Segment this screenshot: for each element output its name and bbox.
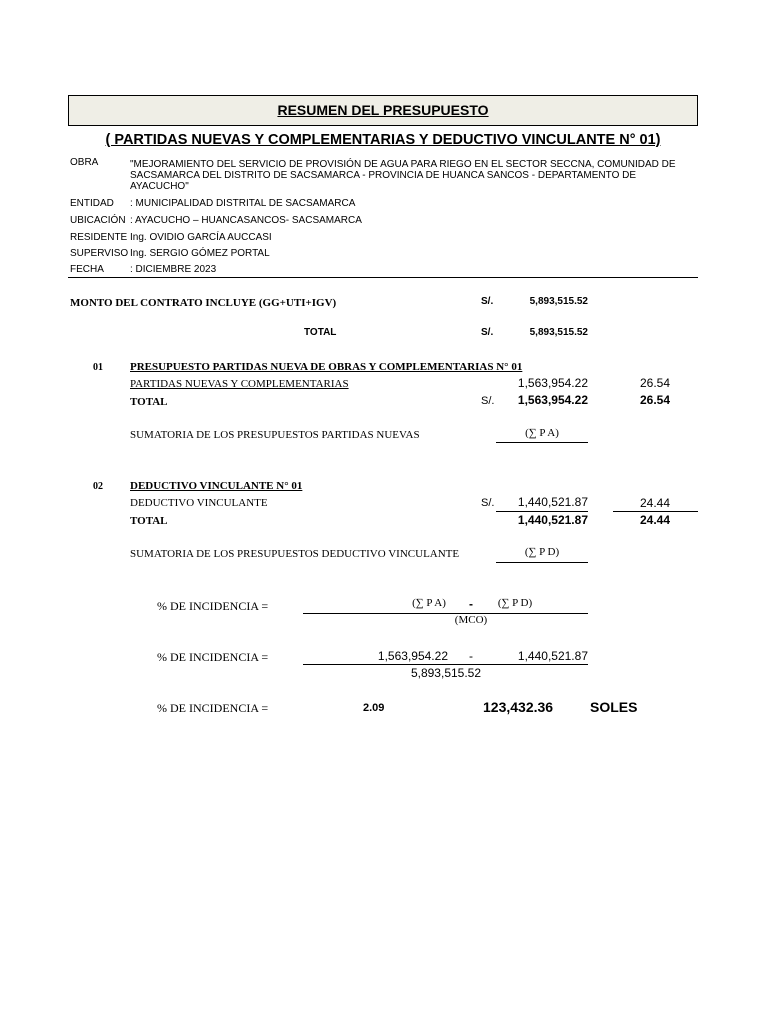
contrato-total-value: 5,893,515.52 [529,327,588,338]
formula-numerator-a: (∑ P A) [412,597,446,609]
section1-item-value: 1,563,954.22 [517,376,588,390]
entidad-label: ENTIDAD [70,198,114,209]
section2-item-pct: 24.44 [639,496,670,510]
section2-item-currency: S/. [481,497,495,509]
incidencia-result-label: % DE INCIDENCIA = [157,701,269,715]
section2-value-underline [496,511,588,512]
formula-numerator-b: (∑ P D) [497,597,533,609]
info-divider [68,277,698,278]
incidencia-result-pct: 2.09 [363,702,385,714]
contrato-currency: S/. [481,296,494,307]
residente-value: Ing. OVIDIO GARCÍA AUCCASI [130,232,272,243]
section2-sum-underline [496,562,588,563]
numeric-numerator-a: 1,563,954.22 [377,649,448,663]
obra-line-3: AYACUCHO" [130,181,189,192]
section1-sum-label: SUMATORIA DE LOS PRESUPUESTOS PARTIDAS NUEVAS [130,429,420,441]
ubicacion-value: : AYACUCHO – HUANCASANCOS- SACSAMARCA [130,215,362,226]
ubicacion-label: UBICACIÓN [70,215,126,226]
numeric-denominator: 5,893,515.52 [410,666,482,680]
incidencia-numeric-label: % DE INCIDENCIA = [157,650,269,664]
incidencia-result-amount: 123,432.36 [483,699,554,715]
section1-total-currency: S/. [481,395,495,407]
section2-pct-underline [613,511,698,512]
obra-line-2: SACSAMARCA DEL DISTRITO DE SACSAMARCA - PROVINCIA DE HUANCA SANCOS - DEPARTAMENTO DE [130,170,637,181]
contrato-total-currency: S/. [481,327,494,338]
numeric-fraction-line [303,664,588,665]
numeric-minus: - [469,649,473,663]
contrato-label: MONTO DEL CONTRATO INCLUYE (GG+UTI+IGV) [70,297,337,309]
section1-number: 01 [93,362,103,373]
residente-label: RESIDENTE [70,232,128,243]
section1-total-label: TOTAL [130,396,168,408]
section2-heading: DEDUCTIVO VINCULANTE N° 01 [130,480,303,492]
contrato-value: 5,893,515.52 [529,296,588,307]
fecha-value: : DICIEMBRE 2023 [130,264,217,275]
section1-sum-symbol: (∑ P A) [525,427,559,439]
entidad-value: : MUNICIPALIDAD DISTRITAL DE SACSAMARCA [130,198,356,209]
section1-total-value: 1,563,954.22 [517,393,588,407]
section1-item-label: PARTIDAS NUEVAS Y COMPLEMENTARIAS [130,378,349,390]
formula-minus: - [469,597,473,611]
section1-total-pct: 26.54 [639,393,670,407]
section2-total-pct: 24.44 [639,513,670,527]
numeric-numerator-b: 1,440,521.87 [517,649,588,663]
section2-total-label: TOTAL [130,515,168,527]
section2-item-label: DEDUCTIVO VINCULANTE [130,497,268,509]
obra-label: OBRA [70,157,99,168]
contrato-total-label: TOTAL [304,327,337,338]
section2-item-value: 1,440,521.87 [517,495,588,509]
section1-item-pct: 26.54 [639,376,670,390]
section2-total-value: 1,440,521.87 [517,513,588,527]
title-box [68,95,698,126]
fecha-label: FECHA [70,264,104,275]
section1-heading: PRESUPUESTO PARTIDAS NUEVA DE OBRAS Y COMPLEMENTARIAS N° 01 [130,361,523,373]
document-subtitle: ( PARTIDAS NUEVAS Y COMPLEMENTARIAS Y DEDUCTIVO VINCULANTE N° 01) [105,132,661,148]
document-title: RESUMEN DEL PRESUPUESTO [277,102,489,118]
section2-sum-symbol: (∑ P D) [524,546,560,558]
formula-denominator: (MCO) [454,614,488,626]
supervisor-value: Ing. SERGIO GÓMEZ PORTAL [130,248,270,259]
section2-sum-label: SUMATORIA DE LOS PRESUPUESTOS DEDUCTIVO VINCULANTE [130,548,460,560]
supervisor-label: SUPERVISO [70,248,129,259]
section1-sum-underline [496,442,588,443]
incidencia-formula-label: % DE INCIDENCIA = [157,599,269,613]
incidencia-result-unit: SOLES [590,699,638,715]
section2-number: 02 [93,481,103,492]
obra-line-1: "MEJORAMIENTO DEL SERVICIO DE PROVISIÓN DE AGUA PARA RIEGO EN EL SECTOR SECCNA, COMUNIDAD DE [130,159,676,170]
